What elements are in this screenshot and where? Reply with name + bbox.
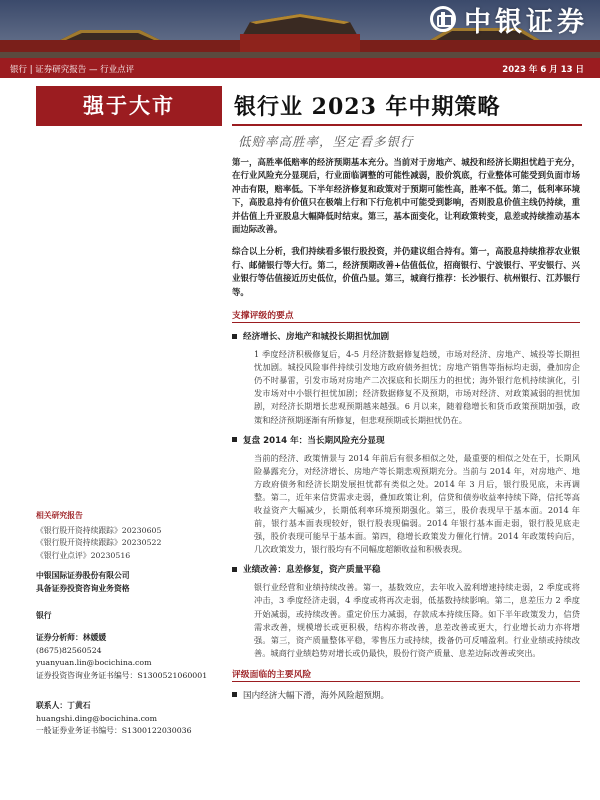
bullet-heading-text: 经济增长、房地产和城投长期担忧加剧	[243, 332, 390, 343]
analyst-certificate: 证券投资咨询业务证书编号：S1300521060001	[36, 670, 208, 680]
contact-info	[36, 700, 226, 738]
recommendation-paragraph: 综合以上分析，我们持续看多银行股投资，并仍建议组合持有。第一，高股息持续推荐农业银行、邮储银行等大行。第二，经济预期改善+估值低位，招商银行、宁波银行、平安银行、兴业银行等估值接近历史低位，价值凸显。第三，城商行推荐：长沙银行、杭州银行、江苏银行等。	[232, 246, 580, 297]
report-info-bar	[0, 58, 600, 78]
square-bullet-icon	[232, 692, 237, 697]
summary-paragraph: 第一，高胜率低赔率的经济预期基本充分。当前对于房地产、城投和经济长期担忧趋于充分，在行业风险充分显现后，行业面临调整的可能性减弱，股价筑底，行业整体可能受到负面市场冲击有限，赔率低。下半年经济修复和政策对于预期可能性高，胜率不低。第二，低利率环境下，高股息持有价值只在极端上行和下行危机中可能受到影响，否则股息价值主线仍持续，重并估值上升亚股息大幅降低时结束。第三，基本面变化，让利政策转变，息差或持续推动基本面边际改善。	[232, 157, 580, 235]
title-divider	[232, 124, 582, 126]
risk-item	[232, 689, 580, 701]
zhongyin-logo	[430, 2, 588, 36]
analyst-name: 证券分析师：林媛媛	[36, 633, 107, 642]
rating-badge: 强于大市	[36, 86, 222, 126]
header-banner	[0, 0, 600, 58]
bullet-body: 银行业经营和业绩持续改善。第一，基数效应，去年收入盈利增速持续走弱，2 季度或将冲击，3 季度经济走弱，4 季度或将再次走弱，低基数持续影响。第二，息差压力 2 季度开始减弱，或持续改善。重定价压力减弱，存款成本持续压降。如下半年政策发力，信贷需求改善，规模增长或更积极，结构亦将改善，息差改善或更大，行业增长动力亦将增强。第三，资产质量整体平稳，零售压力或持续，拨备仍可反哺盈利。行业业绩或持续改善。城商行业绩趋势对增长或仍最快，股份行资产质量、息差边际改善或突出。	[254, 582, 580, 658]
bank-logo-icon	[430, 6, 456, 32]
contact-name: 联系人：丁黄石	[36, 701, 91, 710]
bullet-heading	[232, 563, 580, 575]
firm-name: 中银国际证券股份有限公司	[36, 571, 130, 580]
firm-info	[36, 570, 226, 595]
bullet-heading-text: 业绩改善：息差修复，资产质量平稳	[243, 565, 381, 576]
bullet-heading-text: 复盘 2014 年：当长期风险充分显现	[243, 435, 385, 446]
department-label: 银行	[36, 611, 52, 620]
related-report-item[interactable]: 《银行股开资持续跟踪》20230605	[36, 525, 162, 535]
firm-qualification: 具备证券投资咨询业务资格	[36, 583, 130, 593]
risk-section-title: 评级面临的主要风险	[232, 667, 580, 682]
contact-email[interactable]: huangshi.ding@bocichina.com	[36, 713, 158, 723]
square-bullet-icon	[232, 567, 237, 572]
analyst-info	[36, 632, 226, 682]
bullet-body: 当前的经济、政策情景与 2014 年前后有很多相似之处，最重要的相似之处在于，长期风险暴露充分，对经济增长、房地产等长期悲观预期充分。当前与 2014 年，对房地产、地方政府债务和经济长期发展担忧都有类似之处。2014 年 3 月后，银行股见底，未再调整。第二，近年来信贷需求走弱，叠加政策让利，信贷和债券收益率持续下降，信托等高收益资产大幅减少，长期低利率环境预期强化。第三，股价表现早于基本面。2014 年前，银行基本面表现较好，银行股表现偏弱。2014 年银行基本面走弱，银行股见底走强，股价表现可能早于基本面。第四，稳增长政策发力催化行情。2014 年政策转向后，几次政策发力，银行股均有不同幅度超额收益和积极表现。	[254, 452, 580, 555]
analyst-phone: (8675)82560524	[36, 645, 102, 655]
bullet-body: 1 季度经济积极修复后，4-5 月经济数据修复趋缓，市场对经济、房地产、城投等长期担忧加剧。城投风险事件持续引发地方政府债务担忧；房地产销售等指标均走弱，叠加房企仍不时暴雷，引发市场对房地产二次探底和长期压力的担忧；海外银行危机持续演化，引发市场对中小银行担忧加剧；经济数据修复不及预期，市场对经济、对政策减弱的担忧加剧，对经济长期增长悲观预期越来越强。6 月以来，随着稳增长和货币政策预期加强，政策和经济预期逐渐有所修复，但悲观预期或长期担忧仍在。	[254, 349, 580, 425]
analyst-email[interactable]: yuanyuan.lin@bocichina.com	[36, 658, 152, 668]
contact-certificate: 一般证券业务证书编号：S1300122030036	[36, 726, 192, 736]
related-reports-title: 相关研究报告	[36, 511, 83, 520]
report-subtitle: 低赔率高胜率，坚定看多银行	[238, 134, 414, 149]
square-bullet-icon	[232, 334, 237, 339]
report-category: 银行 | 证券研究报告 — 行业点评	[10, 65, 135, 75]
bullet-heading	[232, 434, 580, 446]
bullet-heading	[232, 330, 580, 342]
support-section-title: 支撑评级的要点	[232, 308, 580, 323]
related-report-item[interactable]: 《银行股开资持续跟踪》20230522	[36, 538, 162, 548]
risk-item-text: 国内经济大幅下滑，海外风险超预期。	[243, 690, 390, 701]
report-title: 银行业 2023 年中期策略	[234, 94, 501, 120]
logo-text: 中银证券	[464, 6, 588, 38]
report-date: 2023 年 6 月 13 日	[502, 65, 584, 75]
report-body	[232, 156, 580, 707]
related-report-item[interactable]: 《银行业点评》20230516	[36, 550, 131, 560]
related-reports	[36, 510, 226, 562]
square-bullet-icon	[232, 437, 237, 442]
